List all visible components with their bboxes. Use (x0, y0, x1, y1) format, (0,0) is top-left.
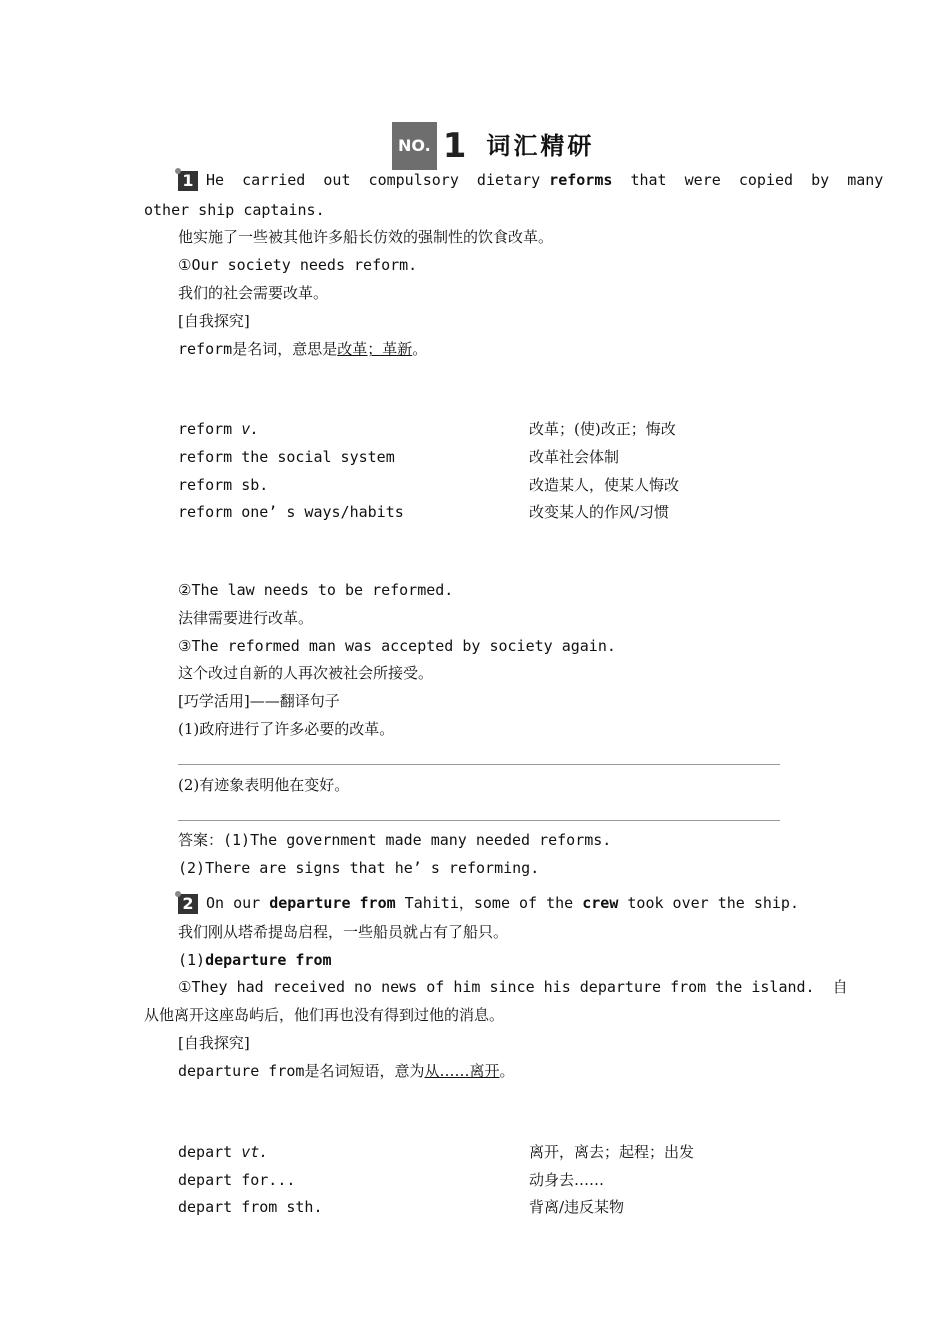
explore-term: departure from (178, 1062, 305, 1080)
explore-answer: 从……离开 (424, 1062, 500, 1080)
item1-explore (178, 339, 427, 359)
vocab-cn: 改革社会体制 (529, 448, 620, 466)
sentence-text: took over the ship. (618, 894, 799, 912)
explore-end: 。 (412, 340, 428, 358)
item1-example-1: ①Our society needs reform. (178, 256, 418, 274)
vocab-cn: 动身去…… (529, 1171, 605, 1189)
item2-example-1-line2: 从他离开这座岛屿后，他们再也没有得到过他的消息。 (144, 1006, 505, 1024)
item1-translation: 他实施了一些被其他许多船长仿效的强制性的饮食改革。 (178, 228, 554, 246)
item2-example-1: ①They had received no news of him since his departure from the island. 自 (178, 978, 848, 996)
explore-text: 是名词，意思是 (232, 340, 338, 358)
answer-line (178, 764, 780, 765)
item1-example-1-cn: 我们的社会需要改革。 (178, 284, 329, 302)
item1-example-3: ③The reformed man was accepted by society again. (178, 637, 616, 655)
item1-sentence-line2: other ship captains. (144, 201, 325, 219)
answer-2: (2)There are signs that he’ s reforming. (178, 859, 540, 877)
item1-example-2: ②The law needs to be reformed. (178, 581, 454, 599)
sentence-text: He carried out compulsory dietary (206, 171, 550, 189)
answer-1: 答案：(1)The government made many needed reforms. (178, 831, 612, 849)
item2-sentence (178, 893, 799, 914)
item2-sub-label: (1)departure from (178, 951, 332, 969)
vocab-en: reform v. (178, 420, 260, 438)
vocab-en: reform sb. (178, 476, 269, 494)
vocab-en: reform the social system (178, 448, 395, 466)
section-number: 1 (442, 126, 467, 166)
item-number-badge: 1 (178, 171, 198, 191)
vocab-cn: 改变某人的作风/习惯 (529, 503, 670, 521)
keyword: crew (582, 894, 619, 912)
vocab-en: reform one’ s ways/habits (178, 503, 404, 521)
vocab-cn: 改造某人，使某人悔改 (529, 476, 680, 494)
item2-translation: 我们刚从塔希提岛启程，一些船员就占有了船只。 (178, 923, 509, 941)
keyword: departure from (269, 894, 396, 912)
sentence-text: On our (206, 894, 270, 912)
section-header (392, 122, 594, 170)
practice-question-2: (2)有迹象表明他在变好。 (178, 776, 350, 794)
item1-example-3-cn: 这个改过自新的人再次被社会所接受。 (178, 664, 434, 682)
explore-text: 是名词短语，意为 (304, 1062, 425, 1080)
explore-label: [自我探究] (178, 1034, 250, 1052)
item-number-badge: 2 (178, 894, 198, 914)
item1-example-2-cn: 法律需要进行改革。 (178, 609, 314, 627)
sentence-text: Tahiti，some of the (395, 894, 583, 912)
practice-question-1: (1)政府进行了许多必要的改革。 (178, 720, 395, 738)
explore-term: reform (178, 340, 233, 358)
vocab-cn: 改革；(使)改正；悔改 (529, 420, 676, 438)
vocab-cn: 离开，离去；起程；出发 (529, 1143, 695, 1161)
vocab-en: depart vt. (178, 1143, 269, 1161)
item1-sentence (178, 170, 883, 191)
answer-line (178, 820, 780, 821)
vocab-en: depart for... (178, 1171, 296, 1189)
vocab-cn: 背离/违反某物 (529, 1198, 625, 1216)
item2-explore (178, 1061, 514, 1081)
explore-answer: 改革；革新 (337, 340, 413, 358)
sub-keyword: departure from (205, 951, 332, 969)
practice-label: [巧学活用]——翻译句子 (178, 692, 340, 710)
explore-end: 。 (499, 1062, 515, 1080)
page-title: 词汇精研 (486, 132, 595, 160)
section-badge: NO. (392, 122, 437, 170)
sentence-text: that were copied by many (612, 171, 884, 189)
vocab-en: depart from sth. (178, 1198, 323, 1216)
explore-label: [自我探究] (178, 312, 250, 330)
keyword: reforms (549, 171, 613, 189)
